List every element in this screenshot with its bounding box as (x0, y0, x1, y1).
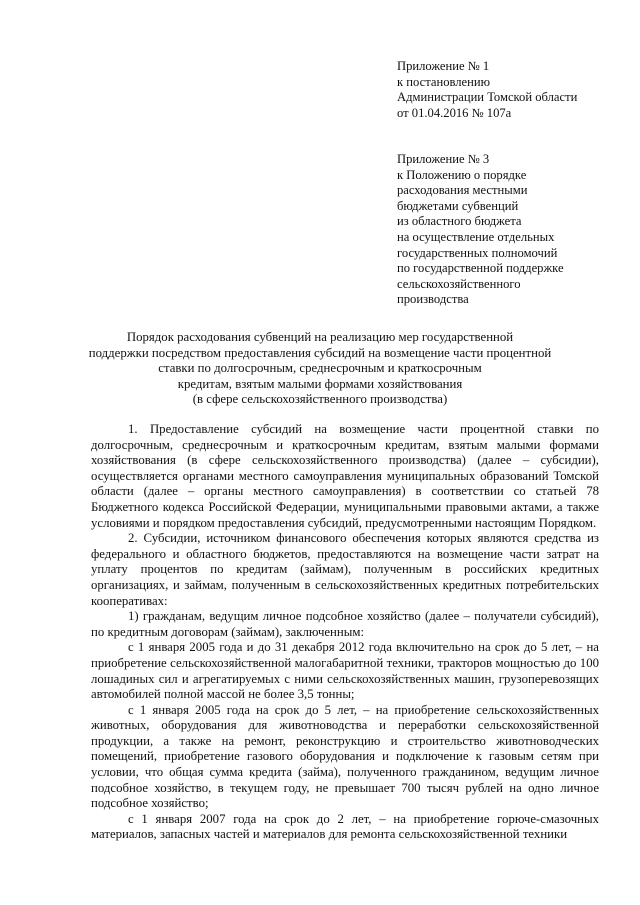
appendix-3-line: на осуществление отдельных (397, 229, 555, 244)
paragraph-2-1-b: с 1 января 2005 года на срок до 5 лет, – на приобретение сельскохозяйственных животных, оборудования для животноводства и переработки сельскохозяйственной продукции, а также на ремонт, реконструкцию и строительство животноводческих помещений, приобретение газового оборудования и подключение к газовым сетям при условии, что общая сумма кредита (займа), полученного гражданином, ведущим личное подсобное хозяйство, в текущем году, не превышает 700 тысяч рублей на одно личное подсобное хозяйство; (91, 702, 599, 811)
paragraph-2-1-a: с 1 января 2005 года и до 31 декабря 2012 года включительно на срок до 5 лет, – на приобретение сельскохозяйственной малогабаритной техники, тракторов мощностью до 100 лошадиных сил и агрегатируемых с ними сельскохозяйственных машин, грузоперевозящих автомобилей полной массой не более 3,5 тонны; (91, 640, 599, 702)
appendix-1-line: от 01.04.2016 № 107а (397, 105, 512, 120)
document-body (91, 422, 599, 843)
appendix-1-header (397, 59, 612, 121)
appendix-3-line: сельскохозяйственного (397, 276, 521, 291)
title-line: ставки по долгосрочным, среднесрочным и краткосрочным (158, 361, 482, 376)
title-line: (в сфере сельскохозяйственного производства) (192, 392, 448, 407)
appendix-3-line: расходования местными (397, 183, 528, 198)
paragraph-2-1-c: с 1 января 2007 года на срок до 2 лет, – на приобретение горюче-смазочных материалов, запасных частей и материалов для ремонта сельскохозяйственной техники (91, 811, 599, 842)
appendix-3-line: из областного бюджета (397, 214, 522, 229)
appendix-3-line: к Положению о порядке (397, 167, 527, 182)
appendix-3-line: производства (397, 292, 469, 307)
appendix-1-line: Администрации Томской области (397, 90, 578, 105)
appendix-3-line: государственных полномочий (397, 245, 558, 260)
appendix-3-header (397, 152, 612, 308)
title-line: поддержки посредством предоставления субсидий на возмещение части процентной (88, 345, 552, 360)
appendix-1-line: к постановлению (397, 74, 491, 89)
document-title (70, 330, 570, 408)
appendix-3-line: бюджетами субвенций (397, 198, 519, 213)
appendix-3-line: Приложение № 3 (397, 152, 490, 166)
paragraph-1: 1. Предоставление субсидий на возмещение части процентной ставки по долгосрочным, среднесрочным и краткосрочным кредитам, взятым малыми формами хозяйствования (в сфере сельскохозяйственного производства) (далее – субсидии), осуществляется органами местного самоуправления муниципальных образований Томской области (далее – органы местного самоуправления) в соответствии со статьей 78 Бюджетного кодекса Российской Федерации, муниципальными правовыми актами, а также условиями и порядком предоставления субсидий, предусмотренными настоящим Порядком. (91, 422, 599, 530)
appendix-1-line: Приложение № 1 (397, 59, 490, 73)
title-line: кредитам, взятым малыми формами хозяйствования (177, 376, 463, 391)
paragraph-2-1: 1) гражданам, ведущим личное подсобное хозяйство (далее – получатели субсидий), по кредитным договорам (займам), заключенным: (91, 609, 599, 639)
title-line: Порядок расходования субвенций на реализацию мер государственной (126, 330, 514, 344)
appendix-3-line: по государственной поддержке (397, 261, 564, 276)
paragraph-2: 2. Субсидии, источником финансового обеспечения которых являются средства из федерального и областного бюджетов, предоставляются на возмещение части затрат на уплату процентов по кредитам (займам), полученным в российских кредитных организациях, и займам, полученным в сельскохозяйственных кредитных потребительских кооперативах: (91, 531, 599, 608)
